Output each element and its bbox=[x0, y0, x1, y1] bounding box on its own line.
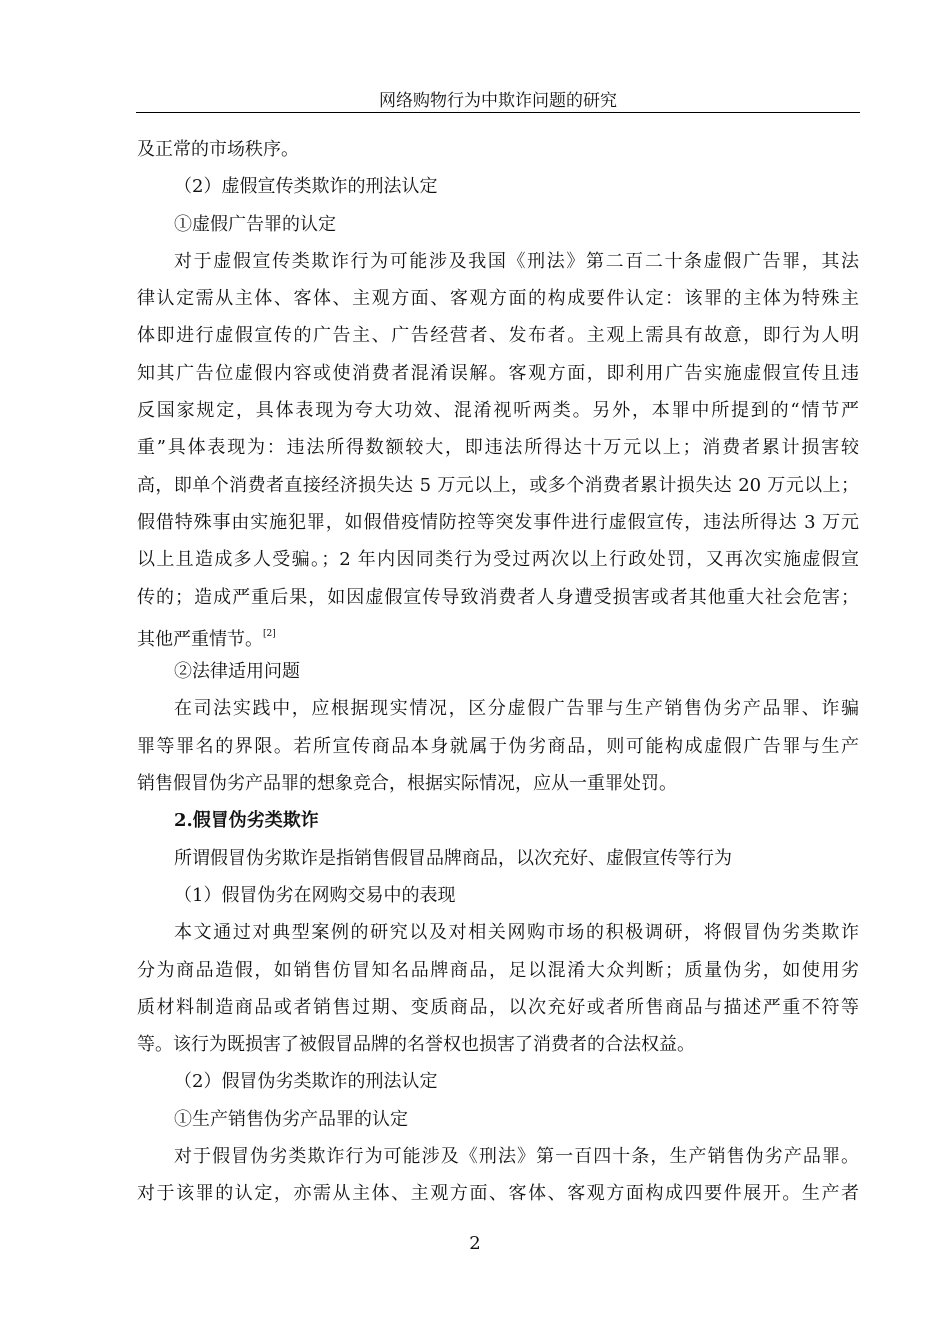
paragraph-line: 在司法实践中，应根据现实情况，区分虚假广告罪与生产销售伪劣产品罪、诈骗 bbox=[174, 698, 859, 720]
paragraph-text: 其他严重情节。 bbox=[137, 628, 263, 650]
paragraph-line: 销售假冒伪劣产品罪的想象竞合，根据实际情况，应从一重罪处罚。 bbox=[137, 773, 677, 795]
page-number: 2 bbox=[469, 1233, 481, 1254]
section-heading: （2）假冒伪劣类欺诈的刑法认定 bbox=[174, 1071, 438, 1093]
paragraph-line: 传的；造成严重后果，如因虚假宣传导致消费者人身遭受损害或者其他重大社会危害； bbox=[137, 586, 859, 608]
section-heading: （2）虚假宣传类欺诈的刑法认定 bbox=[174, 176, 438, 198]
paragraph-line: 对于该罪的认定，亦需从主体、主观方面、客体、客观方面构成四要件展开。生产者 bbox=[137, 1183, 859, 1205]
paragraph-line: 高，即单个消费者直接经济损失达 5 万元以上，或多个消费者累计损失达 20 万元以上； bbox=[137, 474, 859, 496]
section-heading: （1）假冒伪劣在网购交易中的表现 bbox=[174, 884, 456, 906]
subsection-heading: ①虚假广告罪的认定 bbox=[174, 213, 336, 235]
subsection-heading: ②法律适用问题 bbox=[174, 661, 300, 683]
paragraph-line: 本文通过对典型案例的研究以及对相关网购市场的积极调研，将假冒伪劣类欺诈 bbox=[174, 922, 859, 944]
paragraph-line: 对于假冒伪劣类欺诈行为可能涉及《刑法》第一百四十条，生产销售伪劣产品罪。 bbox=[174, 1146, 859, 1168]
paragraph-line-with-citation bbox=[137, 616, 859, 653]
subsection-heading: ①生产销售伪劣产品罪的认定 bbox=[174, 1108, 408, 1130]
header-rule bbox=[136, 112, 860, 113]
paragraph-line: 等。该行为既损害了被假冒品牌的名誉权也损害了消费者的合法权益。 bbox=[137, 1034, 695, 1056]
paragraph-line: 对于虚假宣传类欺诈行为可能涉及我国《刑法》第二百二十条虚假广告罪，其法 bbox=[174, 250, 859, 272]
paragraph-line: 分为商品造假，如销售仿冒知名品牌商品，足以混淆大众判断；质量伪劣，如使用劣 bbox=[137, 959, 859, 981]
paragraph-line: 质材料制造商品或者销售过期、变质商品，以次充好或者所售商品与描述严重不符等 bbox=[137, 996, 859, 1018]
paragraph-line: 重”具体表现为：违法所得数额较大，即违法所得达十万元以上；消费者累计损害较 bbox=[137, 437, 859, 459]
running-header: 网络购物行为中欺诈问题的研究 bbox=[379, 91, 617, 111]
paragraph-line: 所谓假冒伪劣欺诈是指销售假冒品牌商品，以次充好、虚假宣传等行为 bbox=[174, 847, 732, 869]
paragraph-line: 体即进行虚假宣传的广告主、广告经营者、发布者。主观上需具有故意，即行为人明 bbox=[137, 325, 859, 347]
paragraph-line: 及正常的市场秩序。 bbox=[137, 139, 299, 160]
paragraph-line: 反国家规定，具体表现为夸大功效、混淆视听两类。另外，本罪中所提到的“情节严 bbox=[137, 400, 859, 422]
citation-marker: [2] bbox=[263, 628, 276, 639]
paragraph-line: 假借特殊事由实施犯罪，如假借疫情防控等突发事件进行虚假宣传，违法所得达 3 万元 bbox=[137, 511, 859, 533]
paragraph-line: 以上且造成多人受骗。；2 年内因同类行为受过两次以上行政处罚，又再次实施虚假宣 bbox=[137, 549, 859, 571]
document-body bbox=[137, 131, 859, 1213]
paragraph-line: 罪等罪名的界限。若所宣传商品本身就属于伪劣商品，则可能构成虚假广告罪与生产 bbox=[137, 735, 859, 757]
paragraph-line: 律认定需从主体、客体、主观方面、客观方面的构成要件认定：该罪的主体为特殊主 bbox=[137, 288, 859, 310]
section-heading-bold: 2.假冒伪劣类欺诈 bbox=[174, 810, 319, 832]
paragraph-line: 知其广告位虚假内容或使消费者混淆误解。客观方面，即利用广告实施虚假宣传且违 bbox=[137, 362, 859, 384]
